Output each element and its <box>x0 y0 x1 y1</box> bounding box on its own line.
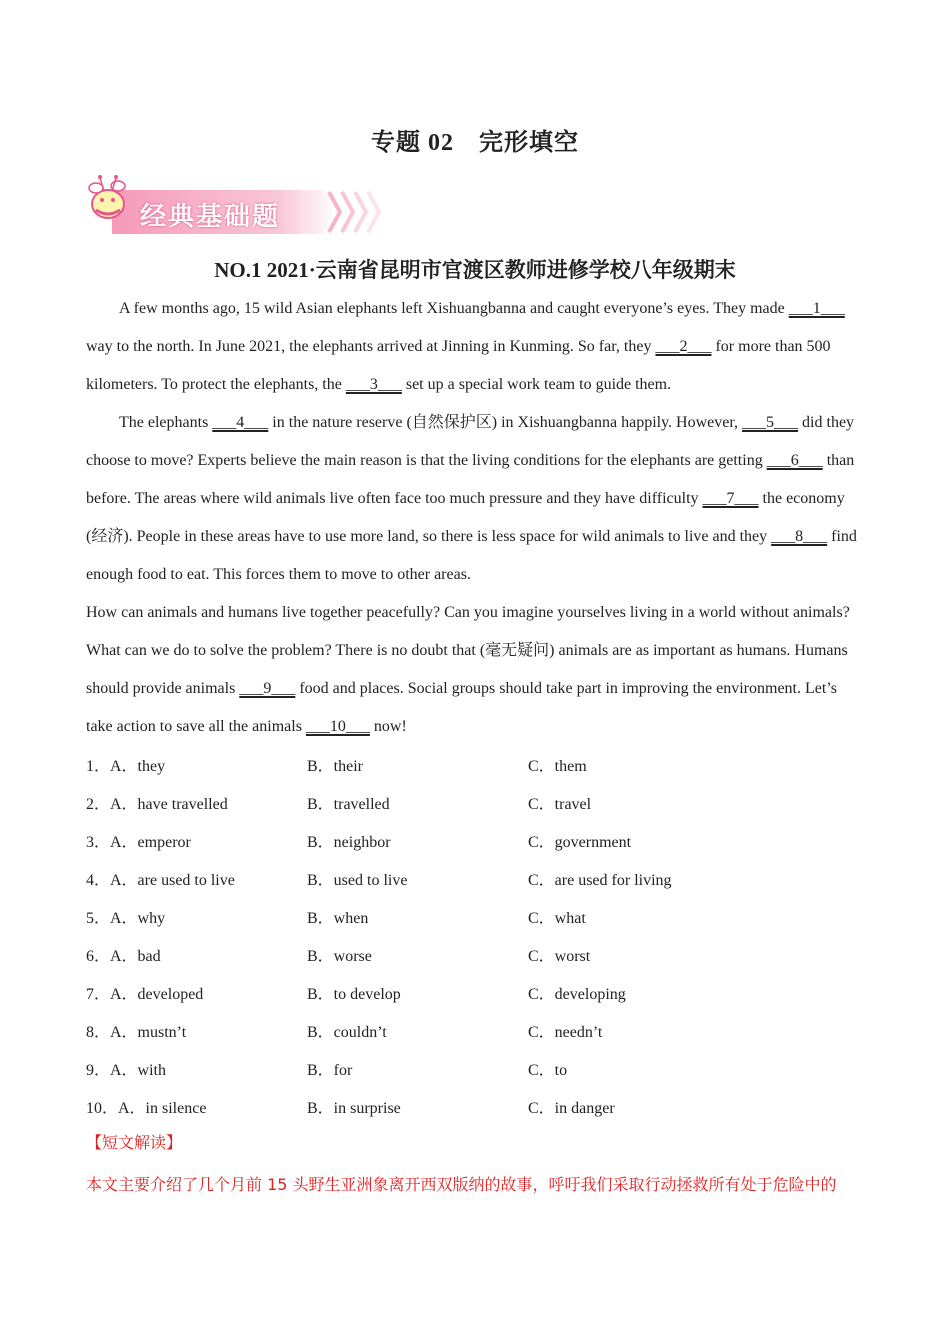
option-b: B．when <box>307 910 369 927</box>
option-b: B．for <box>307 1062 353 1079</box>
option-c: C．travel <box>528 796 592 813</box>
passage-paragraph-1 <box>86 290 866 404</box>
option-c: C．government <box>528 834 632 851</box>
option-row-10 <box>86 1090 886 1128</box>
option-a: 10．A．in silence <box>86 1100 207 1117</box>
option-b: B．to develop <box>307 986 401 1003</box>
option-a: 7．A．developed <box>86 986 204 1003</box>
option-c: C．needn’t <box>528 1024 603 1041</box>
option-row-9 <box>86 1052 886 1090</box>
option-a: 3．A．emperor <box>86 834 191 851</box>
option-c: C．them <box>528 758 587 775</box>
option-a: 2．A．have travelled <box>86 796 228 813</box>
passage-paragraph-2 <box>86 404 866 594</box>
option-a: 8．A．mustn’t <box>86 1024 187 1041</box>
blank-2: ___2___ <box>655 338 712 355</box>
option-row-2 <box>86 786 886 824</box>
analysis-text: 本文主要介绍了几个月前 15 头野生亚洲象离开西双版纳的故事，呼吁我们采取行动拯救所有处于危险中的 <box>86 1175 837 1194</box>
option-a: 1．A．they <box>86 758 166 775</box>
option-row-1 <box>86 748 886 786</box>
blank-1: ___1___ <box>788 300 845 317</box>
option-row-7 <box>86 976 886 1014</box>
option-a: 5．A．why <box>86 910 166 927</box>
passage-text: A few months ago, 15 wild Asian elephants left Xishuangbanna and caught everyone’s eyes. They made <box>119 300 789 317</box>
blank-7: ___7___ <box>702 490 759 507</box>
option-b: B．used to live <box>307 872 408 889</box>
option-row-5 <box>86 900 886 938</box>
passage-text: The elephants <box>119 414 213 431</box>
option-b: B．worse <box>307 948 372 965</box>
passage-text: than before. The areas where wild animals live often face too much pressure and they have difficulty <box>86 452 855 507</box>
bee-icon <box>89 175 125 218</box>
option-c: C．worst <box>528 948 591 965</box>
blank-3: ___3___ <box>345 376 402 393</box>
option-b: B．neighbor <box>307 834 391 851</box>
option-row-4 <box>86 862 886 900</box>
blank-8: ___8___ <box>771 528 828 545</box>
passage-text: now! <box>369 718 407 735</box>
option-c: C．what <box>528 910 586 927</box>
passage-text: in the nature reserve (自然保护区) in Xishuangbanna happily. However, <box>268 414 743 431</box>
option-b: B．travelled <box>307 796 390 813</box>
blank-10: ___10___ <box>305 718 370 735</box>
analysis-heading: 【短文解读】 <box>86 1133 183 1152</box>
passage-paragraph-3 <box>86 594 866 746</box>
passage <box>86 290 866 746</box>
passage-text: way to the north. In June 2021, the elephants arrived at Jinning in Kunming. So far, they <box>86 338 656 355</box>
option-a: 9．A．with <box>86 1062 167 1079</box>
option-row-3 <box>86 824 886 862</box>
option-b: B．in surprise <box>307 1100 401 1117</box>
option-a: 4．A．are used to live <box>86 872 235 889</box>
passage-text: How can animals and humans live together peacefully? Can you imagine yourselves living in a world without animals? What can we do to solve the problem? There is no doubt that (毫无疑问) animals are as important as humans. Humans should provide animals <box>86 604 850 697</box>
option-row-8 <box>86 1014 886 1052</box>
passage-text: did they choose to move? Experts believe the main reason is that the living conditions for the elephants are getting <box>86 414 855 469</box>
answer-options <box>86 748 886 1128</box>
blank-4: ___4___ <box>212 414 269 431</box>
section-banner <box>84 170 394 236</box>
passage-text: find enough food to eat. This forces them to move to other areas. <box>86 528 857 583</box>
option-c: C．are used for living <box>528 872 672 889</box>
option-c: C．in danger <box>528 1100 615 1117</box>
passage-text: set up a special work team to guide them. <box>401 376 672 393</box>
option-b: B．couldn’t <box>307 1024 387 1041</box>
blank-9: ___9___ <box>239 680 296 697</box>
option-b: B．their <box>307 758 363 775</box>
banner-label: 经典基础题 <box>140 202 281 232</box>
option-a: 6．A．bad <box>86 948 161 965</box>
blank-5: ___5___ <box>742 414 799 431</box>
passage-text: for more than 500 kilometers. To protect the elephants, the <box>86 338 831 393</box>
passage-text: food and places. Social groups should take part in improving the environment. Let’s take action to save all the animals <box>86 680 837 735</box>
page-title: 专题 02 完形填空 <box>371 130 579 156</box>
section-heading: NO.1 2021·云南省昆明市官渡区教师进修学校八年级期末 <box>214 258 736 282</box>
option-row-6 <box>86 938 886 976</box>
blank-6: ___6___ <box>766 452 823 469</box>
option-c: C．developing <box>528 986 626 1003</box>
option-c: C．to <box>528 1062 568 1079</box>
passage-text: the economy (经济). People in these areas have to use more land, so there is less space for wild animals to live and they <box>86 490 845 545</box>
